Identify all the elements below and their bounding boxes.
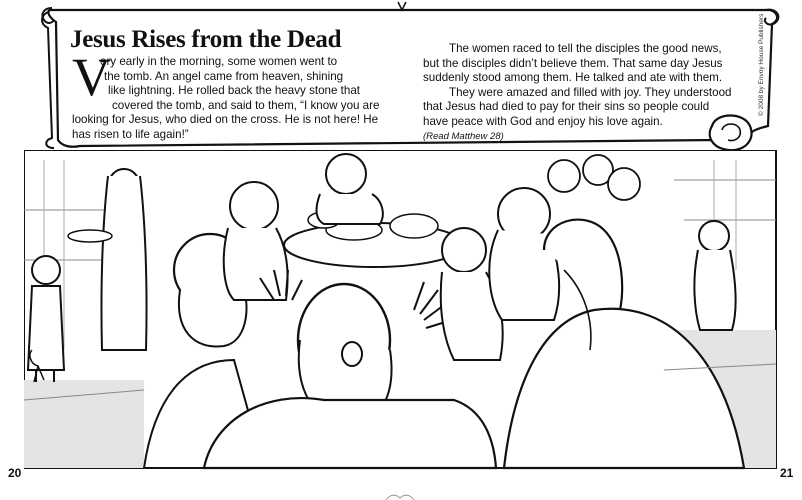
illustration-disciples-scene: [24, 150, 778, 470]
drop-cap: V: [72, 47, 111, 107]
scripture-reference: (Read Matthew 28): [423, 130, 504, 142]
center-fold-mark: [380, 492, 420, 500]
page-number-right: 21: [780, 466, 794, 480]
story-column-left: [72, 55, 390, 143]
text-line: suddenly stood among them. He talked and ate with them.: [423, 71, 723, 85]
story-column-right: [423, 42, 753, 144]
text-line: The women raced to tell the disciples the good news,: [449, 42, 722, 55]
text-line: covered the tomb, and said to them, “I know you are: [112, 98, 380, 112]
text-line: has risen to life again!”: [72, 127, 189, 141]
page-title: Jesus Rises from the Dead: [70, 26, 342, 53]
text-line: that Jesus had died to pay for their sins so people could: [423, 100, 710, 114]
text-line: like lightning. He rolled back the heavy stone that: [108, 84, 360, 98]
text-line: looking for Jesus, who died on the cross. He is not here! He: [72, 113, 379, 127]
page-number-left: 20: [8, 466, 22, 480]
text-line: the tomb. An angel came from heaven, shining: [104, 69, 344, 83]
text-line: ery early in the morning, some women went to: [100, 55, 338, 68]
text-line: have peace with God and enjoy his love again.: [423, 114, 663, 128]
text-line: but the disciples didn’t believe them. That same day Jesus: [423, 56, 723, 70]
copyright-notice: © 2008 by Envoy House Publishers: [758, 13, 765, 116]
text-line: They were amazed and filled with joy. They understood: [449, 85, 732, 99]
